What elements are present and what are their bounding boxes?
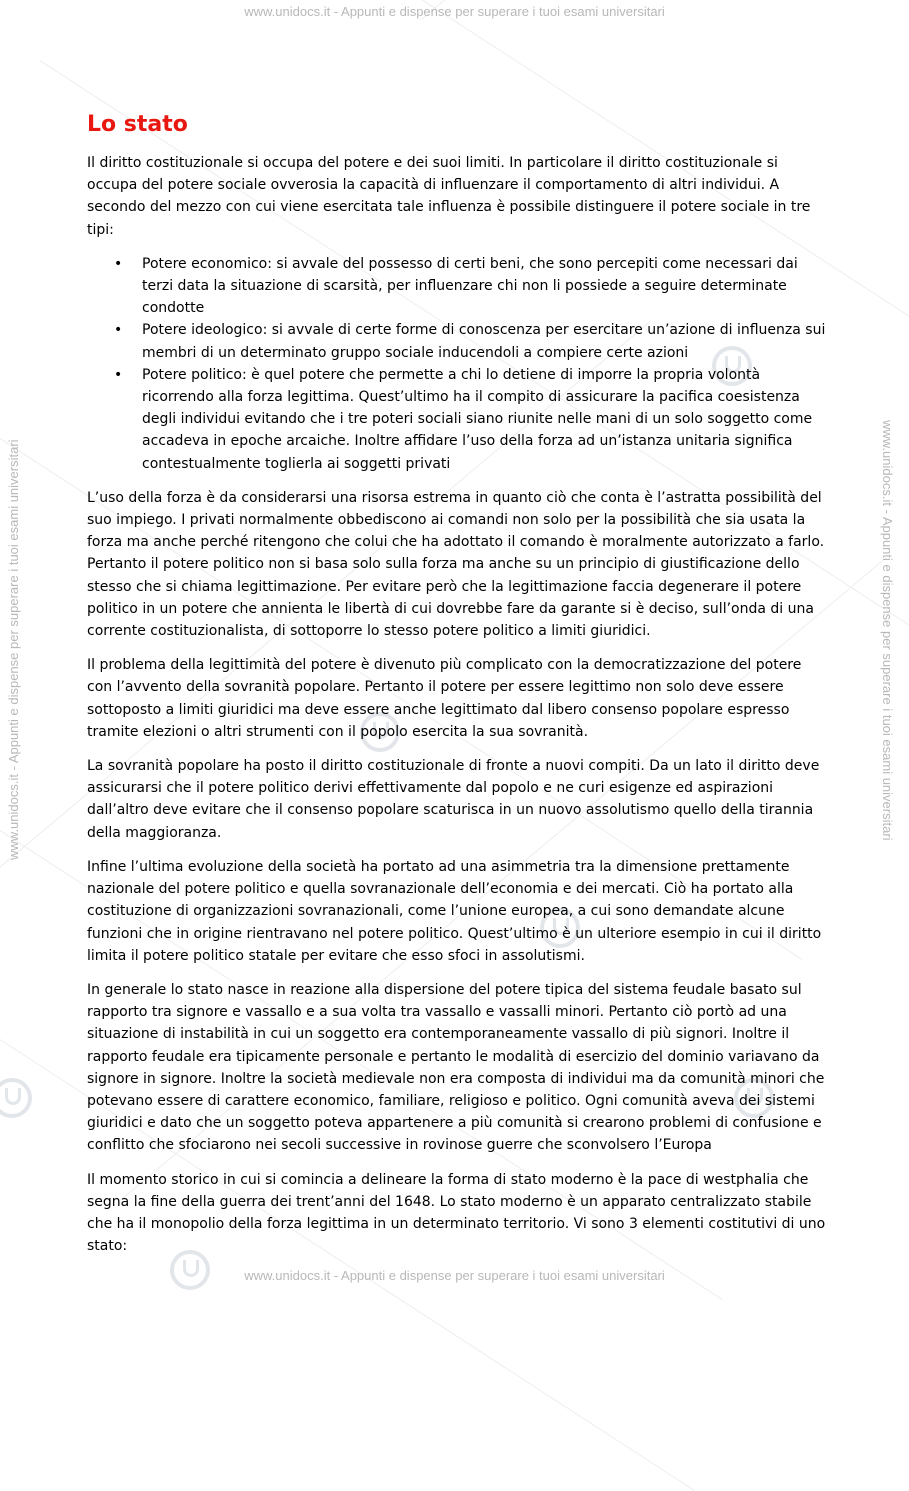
paragraph: L’uso della forza è da considerarsi una risorsa estrema in quanto ciò che conta è l’astratta possibilità del suo impiego. I privati normalmente obbediscono ai comandi non solo per la possibilità che sia usata la forza ma anche perché ritengono che colui che ha adottato il comando è moralmente autorizzato a farlo. Pertanto il potere politico non si basa solo sulla forza ma anche su un principio di giustificazione dello stesso che si chiama legittimazione. Per evitare però che la legittimazione faccia degenerare il potere politico in un potere che annienta le libertà di cui dovrebbe fare da garante si è deciso, sull’onda di una corrente costituzionalista, di sottoporre lo stesso potere politico a limiti giuridici. (87, 489, 825, 640)
paragraph: Il momento storico in cui si comincia a delineare la forma di stato moderno è la pace di westphalia che segna la fine della guerra dei trent’anni del 1648. Lo stato moderno è un apparato centralizzato stabile che ha il monopolio della forza legittima in un determinato territorio. Vi sono 3 elementi costitutivi di uno stato: (87, 1171, 826, 1255)
watermark-side-right: www.unidocs.it - Appunti e dispense per superare i tuoi esami universitari (880, 420, 895, 841)
watermark-header: www.unidocs.it - Appunti e dispense per superare i tuoi esami universitari (244, 4, 665, 19)
watermark-footer: www.unidocs.it - Appunti e dispense per superare i tuoi esami universitari (244, 1268, 665, 1283)
intro-paragraph: Il diritto costituzionale si occupa del potere e dei suoi limiti. In particolare il diritto costituzionale si occupa del potere sociale ovverosia la capacità di influenzare il comportamento di altri individui. A secondo del mezzo con cui viene esercitata tale influenza è possibile distinguere il potere sociale in tre tipi: (87, 155, 811, 238)
paragraph: Il problema della legittimità del potere è divenuto più complicato con la democratizzazione del potere con l’avvento della sovranità popolare. Pertanto il potere per essere legittimo non solo deve essere sottoposto a limiti giuridici ma deve essere anche legittimato dal libero consenso popolare espresso tramite elezioni o altri strumenti con il popolo esercita la sua sovranità. (87, 657, 802, 740)
power-types-list (87, 253, 827, 475)
list-item: • Potere ideologico: si avvale di certe forme di conoscenza per esercitare un’azione di influenza sui membri di un determinato gruppo sociale inducendoli a compiere certe azioni (87, 319, 827, 363)
watermark-logo-icon (0, 1078, 32, 1118)
paragraph: In generale lo stato nasce in reazione alla dispersione del potere tipica del sistema feudale basato sul rapporto tra signore e vassallo e a sua volta tra vassallo e vassalli minori. Pertanto ciò portò ad una situazione di instabilità in cui un soggetto era contemporaneamente vassallo di più signori. Inoltre il rapporto feudale era tipicamente personale e pertanto le modalità di esercizio del dominio variavano da signore in signore. Inoltre la società medievale non era composta di individui ma da comunità minori che potevano essere di carattere economico, familiare, religioso e politico. Ogni comunità aveva dei sistemi giuridici e dato che un soggetto poteva appartenere a più comunità si crearono problemi di confusione e conflitto che sfociarono nei secoli successive in rovinose guerre che sconvolsero l’Europa (87, 981, 825, 1154)
page-title: Lo stato (87, 112, 188, 137)
list-item: • Potere economico: si avvale del possesso di certi beni, che sono percepiti come necessari dai terzi data la situazione di scarsità, per influenzare chi non li possiede a seguire determinate condotte (87, 253, 827, 320)
paragraph: La sovranità popolare ha posto il diritto costituzionale di fronte a nuovi compiti. Da un lato il diritto deve assicurarsi che il potere politico derivi effettivamente dal popolo e ne curi esigenze ed aspirazioni dall’altro deve evitare che il consenso popolare scaturisca in un nuovo assolutismo quello della tirannia della maggioranza. (87, 758, 820, 841)
list-item: • Potere politico: è quel potere che permette a chi lo detiene di imporre la propria volontà ricorrendo alla forza legittima. Quest’ultimo ha il compito di assicurare la pacifica coesistenza degli individui evitando che i tre poteri sociali siano riunite nelle mani di un solo soggetto come accadeva in epoche arcaiche. Inoltre affidare l’uso della forza ad un’istanza unitaria significa contestualmente toglierla ai soggetti privati (87, 364, 827, 475)
document-body (87, 110, 827, 1269)
paragraph: Infine l’ultima evoluzione della società ha portato ad una asimmetria tra la dimensione prettamente nazionale del potere politico e quella sovranazionale dell’economia e dei mercati. Ciò ha portato alla costituzione di organizzazioni sovranazionali, come l’unione europea, a cui sono demandate alcune funzioni che in origine rientravano nel potere politico. Quest’ultimo è un ulteriore esempio in cui il diritto limita il potere politico statale per evitare che esso sfoci in assolutismi. (87, 858, 822, 964)
watermark-side-left: www.unidocs.it - Appunti e dispense per superare i tuoi esami universitari (6, 439, 21, 860)
